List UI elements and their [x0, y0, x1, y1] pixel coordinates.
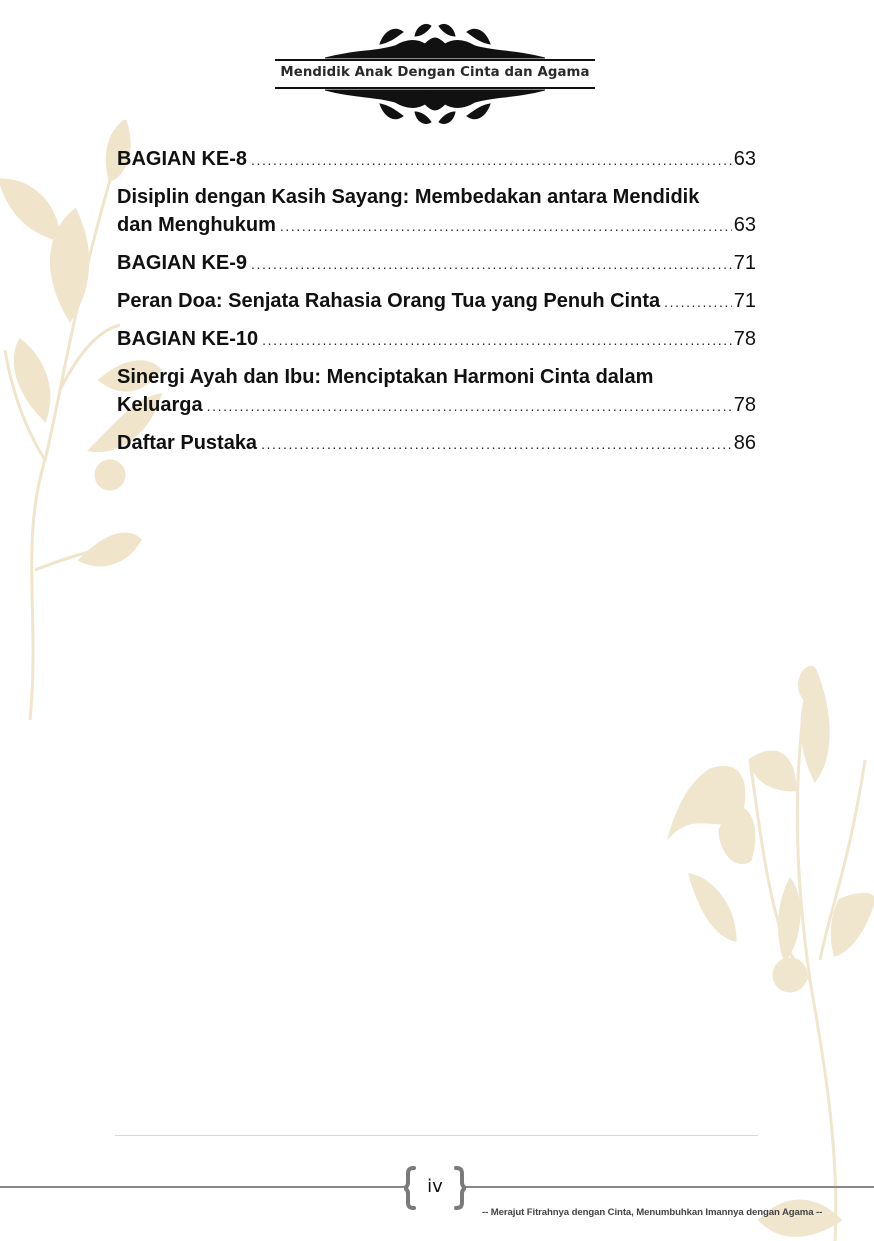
toc-entry-bagian-9[interactable]	[117, 249, 756, 278]
toc-entry-page: 71	[733, 290, 756, 312]
toc-entry-daftar-pustaka[interactable]	[117, 429, 756, 458]
toc-entry-sinergi[interactable]	[117, 363, 756, 420]
toc-entry-page: 71	[733, 252, 756, 274]
table-of-contents	[117, 145, 756, 467]
footer-rule-left	[0, 1186, 408, 1188]
toc-entry-title: Peran Doa: Senjata Rahasia Orang Tua yang Penuh Cinta	[117, 290, 661, 312]
toc-entry-title: BAGIAN KE-9	[117, 252, 248, 274]
toc-entry-title: Disiplin dengan Kasih Sayang: Membedakan antara Mendidik	[117, 186, 700, 208]
toc-entry-title-cont: dan Menghukum	[117, 214, 276, 236]
footer-divider-thin	[115, 1135, 758, 1136]
toc-entry-title: Sinergi Ayah dan Ibu: Menciptakan Harmoni Cinta dalam	[117, 366, 654, 388]
leaf-watermark-right-icon	[640, 660, 874, 1241]
toc-entry-title-cont: Keluarga	[117, 394, 203, 416]
page-number-badge	[404, 1165, 466, 1211]
dot-leader	[261, 430, 732, 458]
book-title: Mendidik Anak Dengan Cinta dan Agama	[280, 65, 590, 80]
dot-leader	[207, 392, 732, 420]
toc-entry-bagian-10[interactable]	[117, 325, 756, 354]
page-number: iv	[427, 1176, 443, 1197]
toc-entry-title: Daftar Pustaka	[117, 432, 258, 454]
toc-entry-title: BAGIAN KE-10	[117, 328, 259, 350]
footer-tagline: -- Merajut Fitrahnya dengan Cinta, Menumbuhkan Imannya dengan Agama --	[482, 1207, 823, 1218]
dot-leader	[251, 146, 732, 174]
toc-entry-page: 78	[733, 328, 756, 350]
toc-entry-bagian-8[interactable]	[117, 145, 756, 174]
toc-entry-page: 86	[733, 432, 756, 454]
toc-entry-disiplin[interactable]	[117, 183, 756, 240]
toc-entry-peran-doa[interactable]	[117, 287, 756, 316]
dot-leader	[664, 288, 732, 316]
running-header	[255, 22, 615, 127]
toc-entry-title: BAGIAN KE-8	[117, 148, 248, 170]
toc-entry-page: 78	[733, 394, 756, 416]
dot-leader	[280, 212, 732, 240]
dot-leader	[262, 326, 732, 354]
toc-entry-page: 63	[733, 148, 756, 170]
dot-leader	[251, 250, 732, 278]
toc-entry-page: 63	[733, 214, 756, 236]
footer-rule-right	[464, 1186, 874, 1188]
